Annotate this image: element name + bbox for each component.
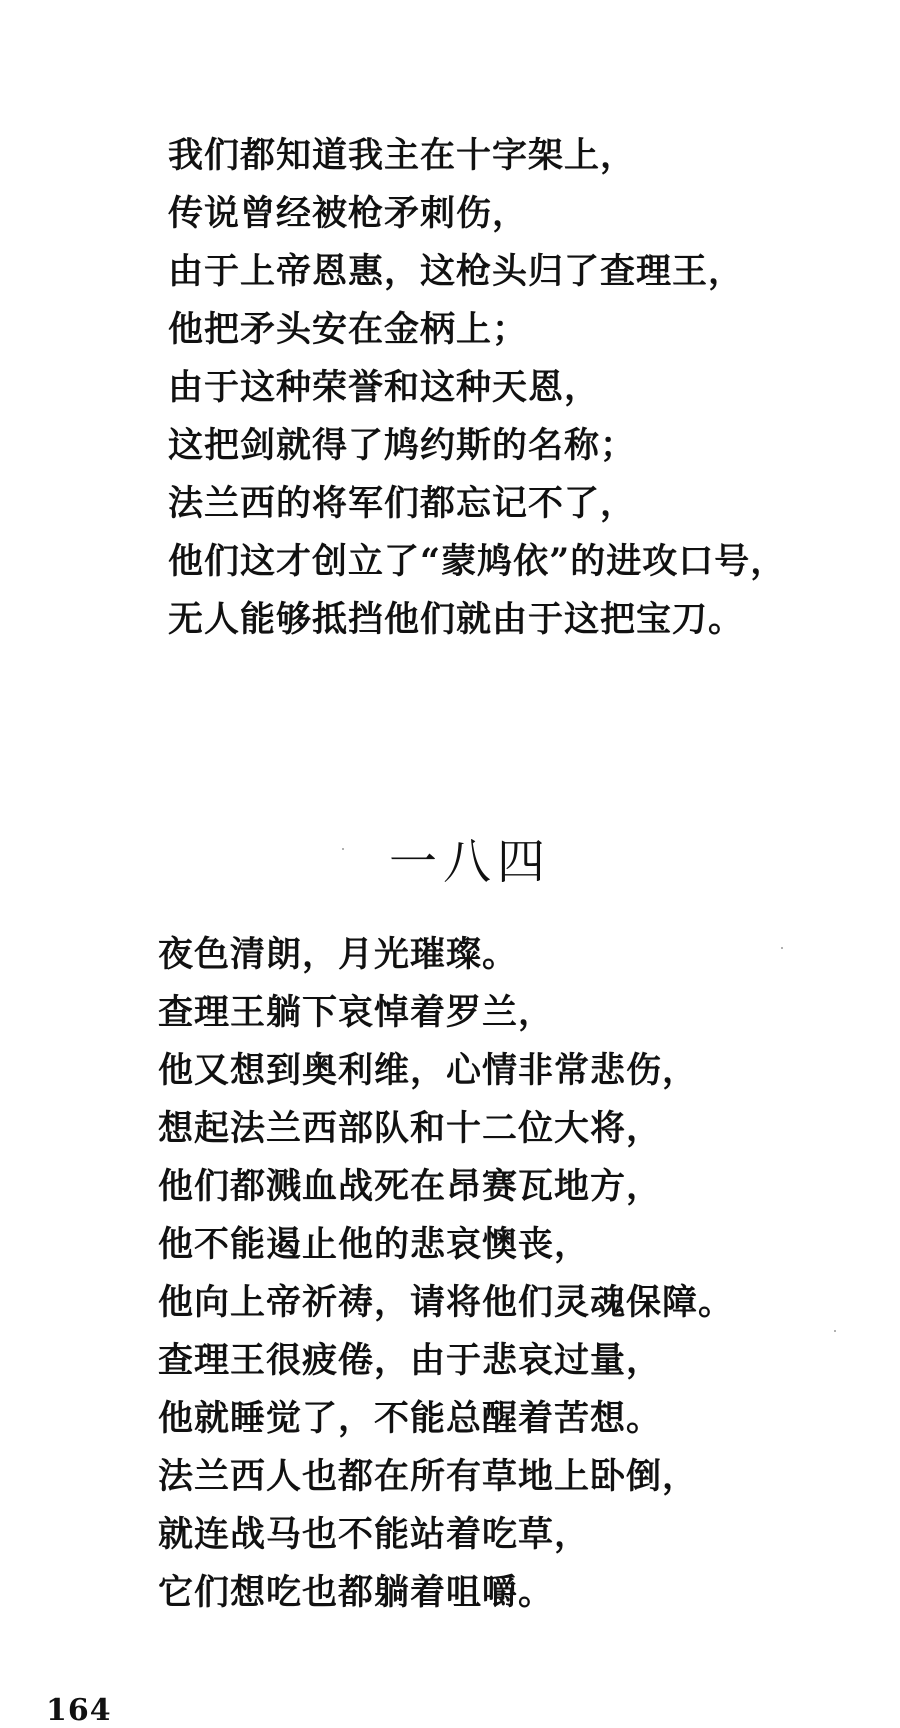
verse-line: 由于这种荣誉和这种天恩，: [168, 367, 601, 408]
verse-line: 他向上帝祈祷，请将他们灵魂保障。: [158, 1282, 735, 1323]
verse-line: 它们想吃也都躺着咀嚼。: [158, 1572, 555, 1613]
scan-speck: [342, 848, 344, 850]
page-number-text: 164: [46, 1693, 112, 1728]
scan-speck: [781, 947, 783, 949]
verse-line: 我们都知道我主在十字架上，: [168, 135, 637, 176]
verse-line: 无人能够抵挡他们就由于这把宝刀。: [168, 599, 745, 640]
verse-line: 法兰西的将军们都忘记不了，: [168, 483, 637, 524]
verse-line: 他就睡觉了，不能总醒着苦想。: [158, 1398, 663, 1439]
verse-line: 查理王很疲倦，由于悲哀过量，: [158, 1340, 663, 1381]
verse-line: 他不能遏止他的悲哀懊丧，: [158, 1224, 591, 1265]
page-number: [46, 1693, 112, 1728]
verse-line: 就连战马也不能站着吃草，: [158, 1514, 591, 1555]
verse-line: 他们这才创立了“蒙鸠依”的进攻口号，: [168, 541, 787, 582]
verse-line: 他们都溅血战死在昂赛瓦地方，: [158, 1166, 663, 1207]
verse-line: 想起法兰西部队和十二位大将，: [158, 1108, 663, 1149]
verse-line: 由于上帝恩惠，这枪头归了查理王，: [168, 251, 745, 292]
verse-line: 夜色清朗，月光璀璨。: [158, 934, 519, 975]
section-heading: 一八四: [388, 834, 551, 890]
scan-speck: [834, 1330, 836, 1332]
verse-line: 这把剑就得了鸠约斯的名称；: [168, 425, 637, 466]
verse-line: 他又想到奥利维，心情非常悲伤，: [158, 1050, 699, 1091]
verse-line: 他把矛头安在金柄上；: [168, 309, 529, 350]
verse-line: 法兰西人也都在所有草地上卧倒，: [158, 1456, 699, 1497]
verse-line: 传说曾经被枪矛刺伤，: [168, 193, 529, 234]
verse-line: 查理王躺下哀悼着罗兰，: [158, 992, 555, 1033]
